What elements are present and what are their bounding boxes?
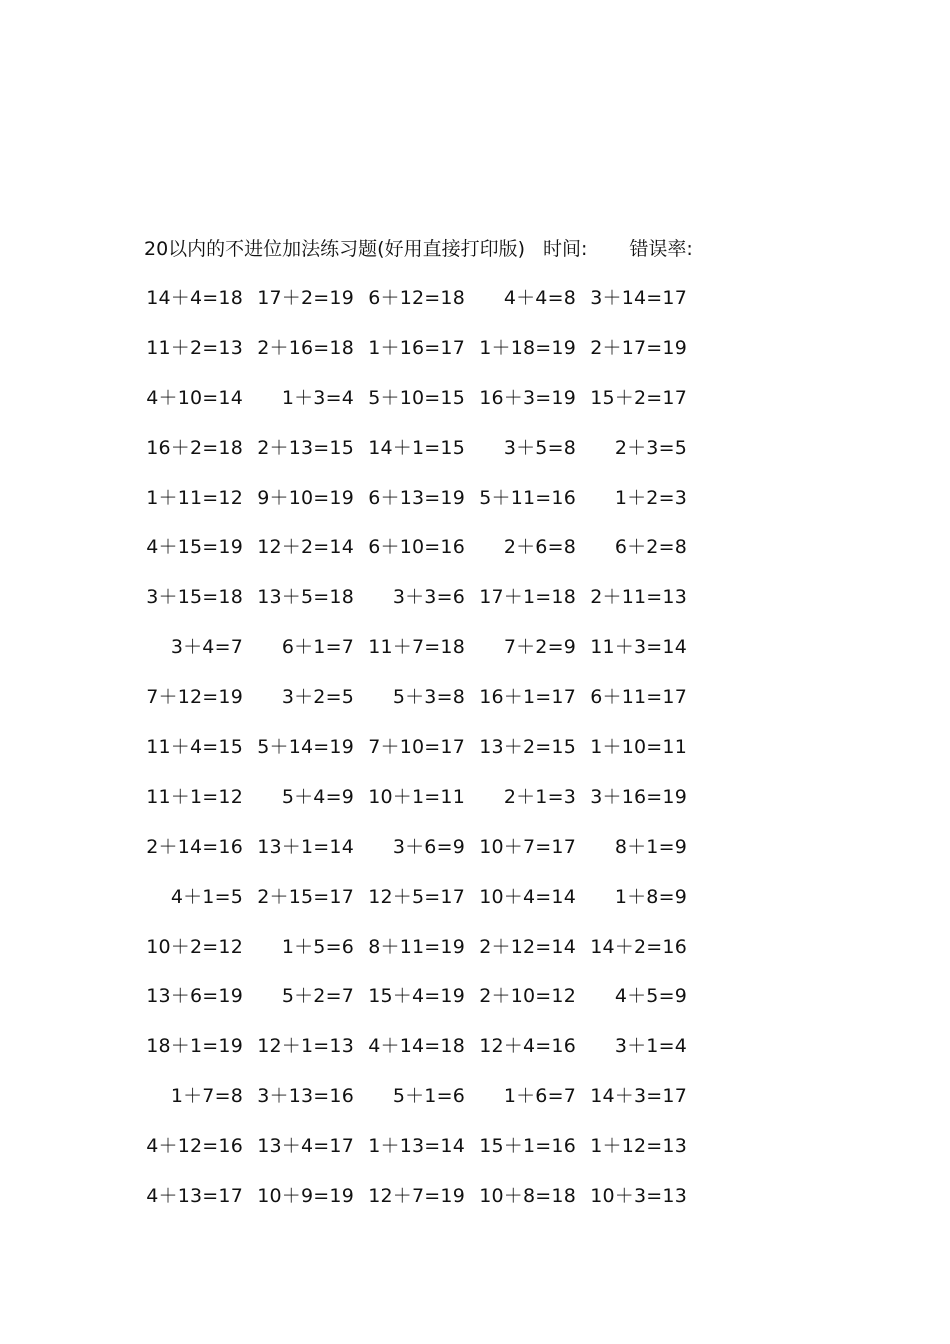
time-label: 时间:: [543, 238, 588, 260]
problem-item: 13＋1=14: [257, 835, 354, 858]
problem-item: 11＋3=14: [590, 636, 687, 659]
problem-item: 5＋4=9: [281, 785, 354, 808]
problem-row: [148, 734, 708, 784]
problem-item: 2＋11=13: [590, 586, 687, 609]
problem-item: 16＋3=19: [479, 386, 576, 409]
problem-row: [148, 834, 708, 884]
problem-item: 11＋7=18: [368, 636, 465, 659]
problem-row: [148, 285, 708, 335]
problem-item: 1＋12=13: [590, 1135, 687, 1158]
problem-item: 14＋2=16: [590, 935, 687, 958]
problem-row: [148, 1083, 708, 1133]
problem-item: 2＋14=16: [146, 835, 243, 858]
problem-row: [148, 884, 708, 934]
problem-item: 5＋2=7: [281, 985, 354, 1008]
problem-item: 11＋4=15: [146, 736, 243, 759]
problem-item: 4＋15=19: [146, 536, 243, 559]
problem-row: [148, 1133, 708, 1183]
problem-row: [148, 435, 708, 485]
problem-item: 2＋12=14: [479, 935, 576, 958]
problem-item: 10＋9=19: [257, 1185, 354, 1208]
problem-item: 12＋1=13: [257, 1035, 354, 1058]
problem-item: 2＋3=5: [614, 436, 687, 459]
problem-item: 4＋10=14: [146, 386, 243, 409]
problem-row: [148, 485, 708, 535]
problem-item: 3＋5=8: [503, 436, 576, 459]
problem-item: 13＋5=18: [257, 586, 354, 609]
problem-item: 4＋12=16: [146, 1135, 243, 1158]
problem-item: 14＋4=18: [146, 287, 243, 309]
problem-item: 16＋1=17: [479, 686, 576, 709]
problem-item: 3＋3=6: [392, 586, 465, 609]
problem-item: 2＋13=15: [257, 436, 354, 459]
problem-row: [148, 784, 708, 834]
problem-item: 14＋1=15: [368, 436, 465, 459]
problem-item: 8＋1=9: [614, 835, 687, 858]
problem-item: 7＋10=17: [368, 736, 465, 759]
problem-item: 1＋10=11: [590, 736, 687, 759]
problem-item: 3＋14=17: [590, 287, 687, 309]
problem-row: [148, 1033, 708, 1083]
problem-item: 8＋11=19: [368, 935, 465, 958]
problem-item: 11＋2=13: [146, 336, 243, 359]
problem-row: [148, 534, 708, 584]
problem-item: 15＋1=16: [479, 1135, 576, 1158]
problem-row: [148, 1183, 708, 1233]
problem-item: 13＋2=15: [479, 736, 576, 759]
problem-item: 12＋4=16: [479, 1035, 576, 1058]
problem-item: 15＋4=19: [368, 985, 465, 1008]
problem-item: 2＋17=19: [590, 336, 687, 359]
problem-item: 1＋8=9: [614, 885, 687, 908]
problem-item: 2＋6=8: [503, 536, 576, 559]
problem-item: 4＋1=5: [170, 885, 243, 908]
problem-row: [148, 634, 708, 684]
problem-item: 12＋2=14: [257, 536, 354, 559]
problem-item: 3＋4=7: [170, 636, 243, 659]
problem-item: 6＋13=19: [368, 486, 465, 509]
problem-item: 11＋1=12: [146, 785, 243, 808]
problem-item: 2＋1=3: [503, 785, 576, 808]
problem-item: 3＋13=16: [257, 1085, 354, 1108]
problem-row: [148, 584, 708, 634]
problem-item: 2＋15=17: [257, 885, 354, 908]
problem-row: [148, 385, 708, 435]
problem-item: 17＋1=18: [479, 586, 576, 609]
problem-item: 3＋15=18: [146, 586, 243, 609]
problem-item: 3＋2=5: [281, 686, 354, 709]
problem-item: 1＋7=8: [170, 1085, 243, 1108]
problem-item: 2＋16=18: [257, 336, 354, 359]
problem-item: 10＋1=11: [368, 785, 465, 808]
problem-item: 16＋2=18: [146, 436, 243, 459]
problem-item: 13＋6=19: [146, 985, 243, 1008]
problem-item: 2＋10=12: [479, 985, 576, 1008]
problem-item: 3＋6=9: [392, 835, 465, 858]
problem-item: 10＋7=17: [479, 835, 576, 858]
problem-item: 6＋1=7: [281, 636, 354, 659]
problem-grid: [148, 285, 708, 1233]
problem-item: 4＋13=17: [146, 1185, 243, 1208]
problem-item: 13＋4=17: [257, 1135, 354, 1158]
problem-item: 10＋2=12: [146, 935, 243, 958]
problem-item: 1＋13=14: [368, 1135, 465, 1158]
problem-item: 14＋3=17: [590, 1085, 687, 1108]
problem-item: 10＋4=14: [479, 885, 576, 908]
title-text: 20以内的不进位加法练习题(好用直接打印版): [144, 238, 526, 260]
problem-item: 12＋5=17: [368, 885, 465, 908]
problem-row: [148, 335, 708, 385]
problem-item: 5＋14=19: [257, 736, 354, 759]
problem-item: 1＋2=3: [614, 486, 687, 509]
error-rate-label: 错误率:: [629, 238, 693, 260]
problem-item: 1＋6=7: [503, 1085, 576, 1108]
problem-item: 5＋10=15: [368, 386, 465, 409]
problem-item: 4＋14=18: [368, 1035, 465, 1058]
problem-item: 10＋8=18: [479, 1185, 576, 1208]
problem-item: 4＋5=9: [614, 985, 687, 1008]
problem-item: 1＋3=4: [281, 386, 354, 409]
problem-item: 6＋10=16: [368, 536, 465, 559]
problem-item: 7＋2=9: [503, 636, 576, 659]
problem-item: 1＋5=6: [281, 935, 354, 958]
problem-row: [148, 983, 708, 1033]
problem-item: 15＋2=17: [590, 386, 687, 409]
problem-item: 6＋12=18: [368, 287, 465, 309]
problem-item: 4＋4=8: [503, 287, 576, 309]
problem-item: 17＋2=19: [257, 287, 354, 309]
problem-item: 5＋3=8: [392, 686, 465, 709]
problem-item: 12＋7=19: [368, 1185, 465, 1208]
problem-item: 1＋18=19: [479, 336, 576, 359]
problem-item: 1＋16=17: [368, 336, 465, 359]
problem-row: [148, 684, 708, 734]
problem-item: 7＋12=19: [146, 686, 243, 709]
problem-item: 5＋1=6: [392, 1085, 465, 1108]
problem-item: 10＋3=13: [590, 1185, 687, 1208]
worksheet-title: [144, 236, 693, 262]
problem-row: [148, 934, 708, 984]
problem-item: 18＋1=19: [146, 1035, 243, 1058]
problem-item: 1＋11=12: [146, 486, 243, 509]
problem-item: 5＋11=16: [479, 486, 576, 509]
problem-item: 3＋16=19: [590, 785, 687, 808]
problem-item: 6＋2=8: [614, 536, 687, 559]
problem-item: 6＋11=17: [590, 686, 687, 709]
problem-item: 9＋10=19: [257, 486, 354, 509]
problem-item: 3＋1=4: [614, 1035, 687, 1058]
